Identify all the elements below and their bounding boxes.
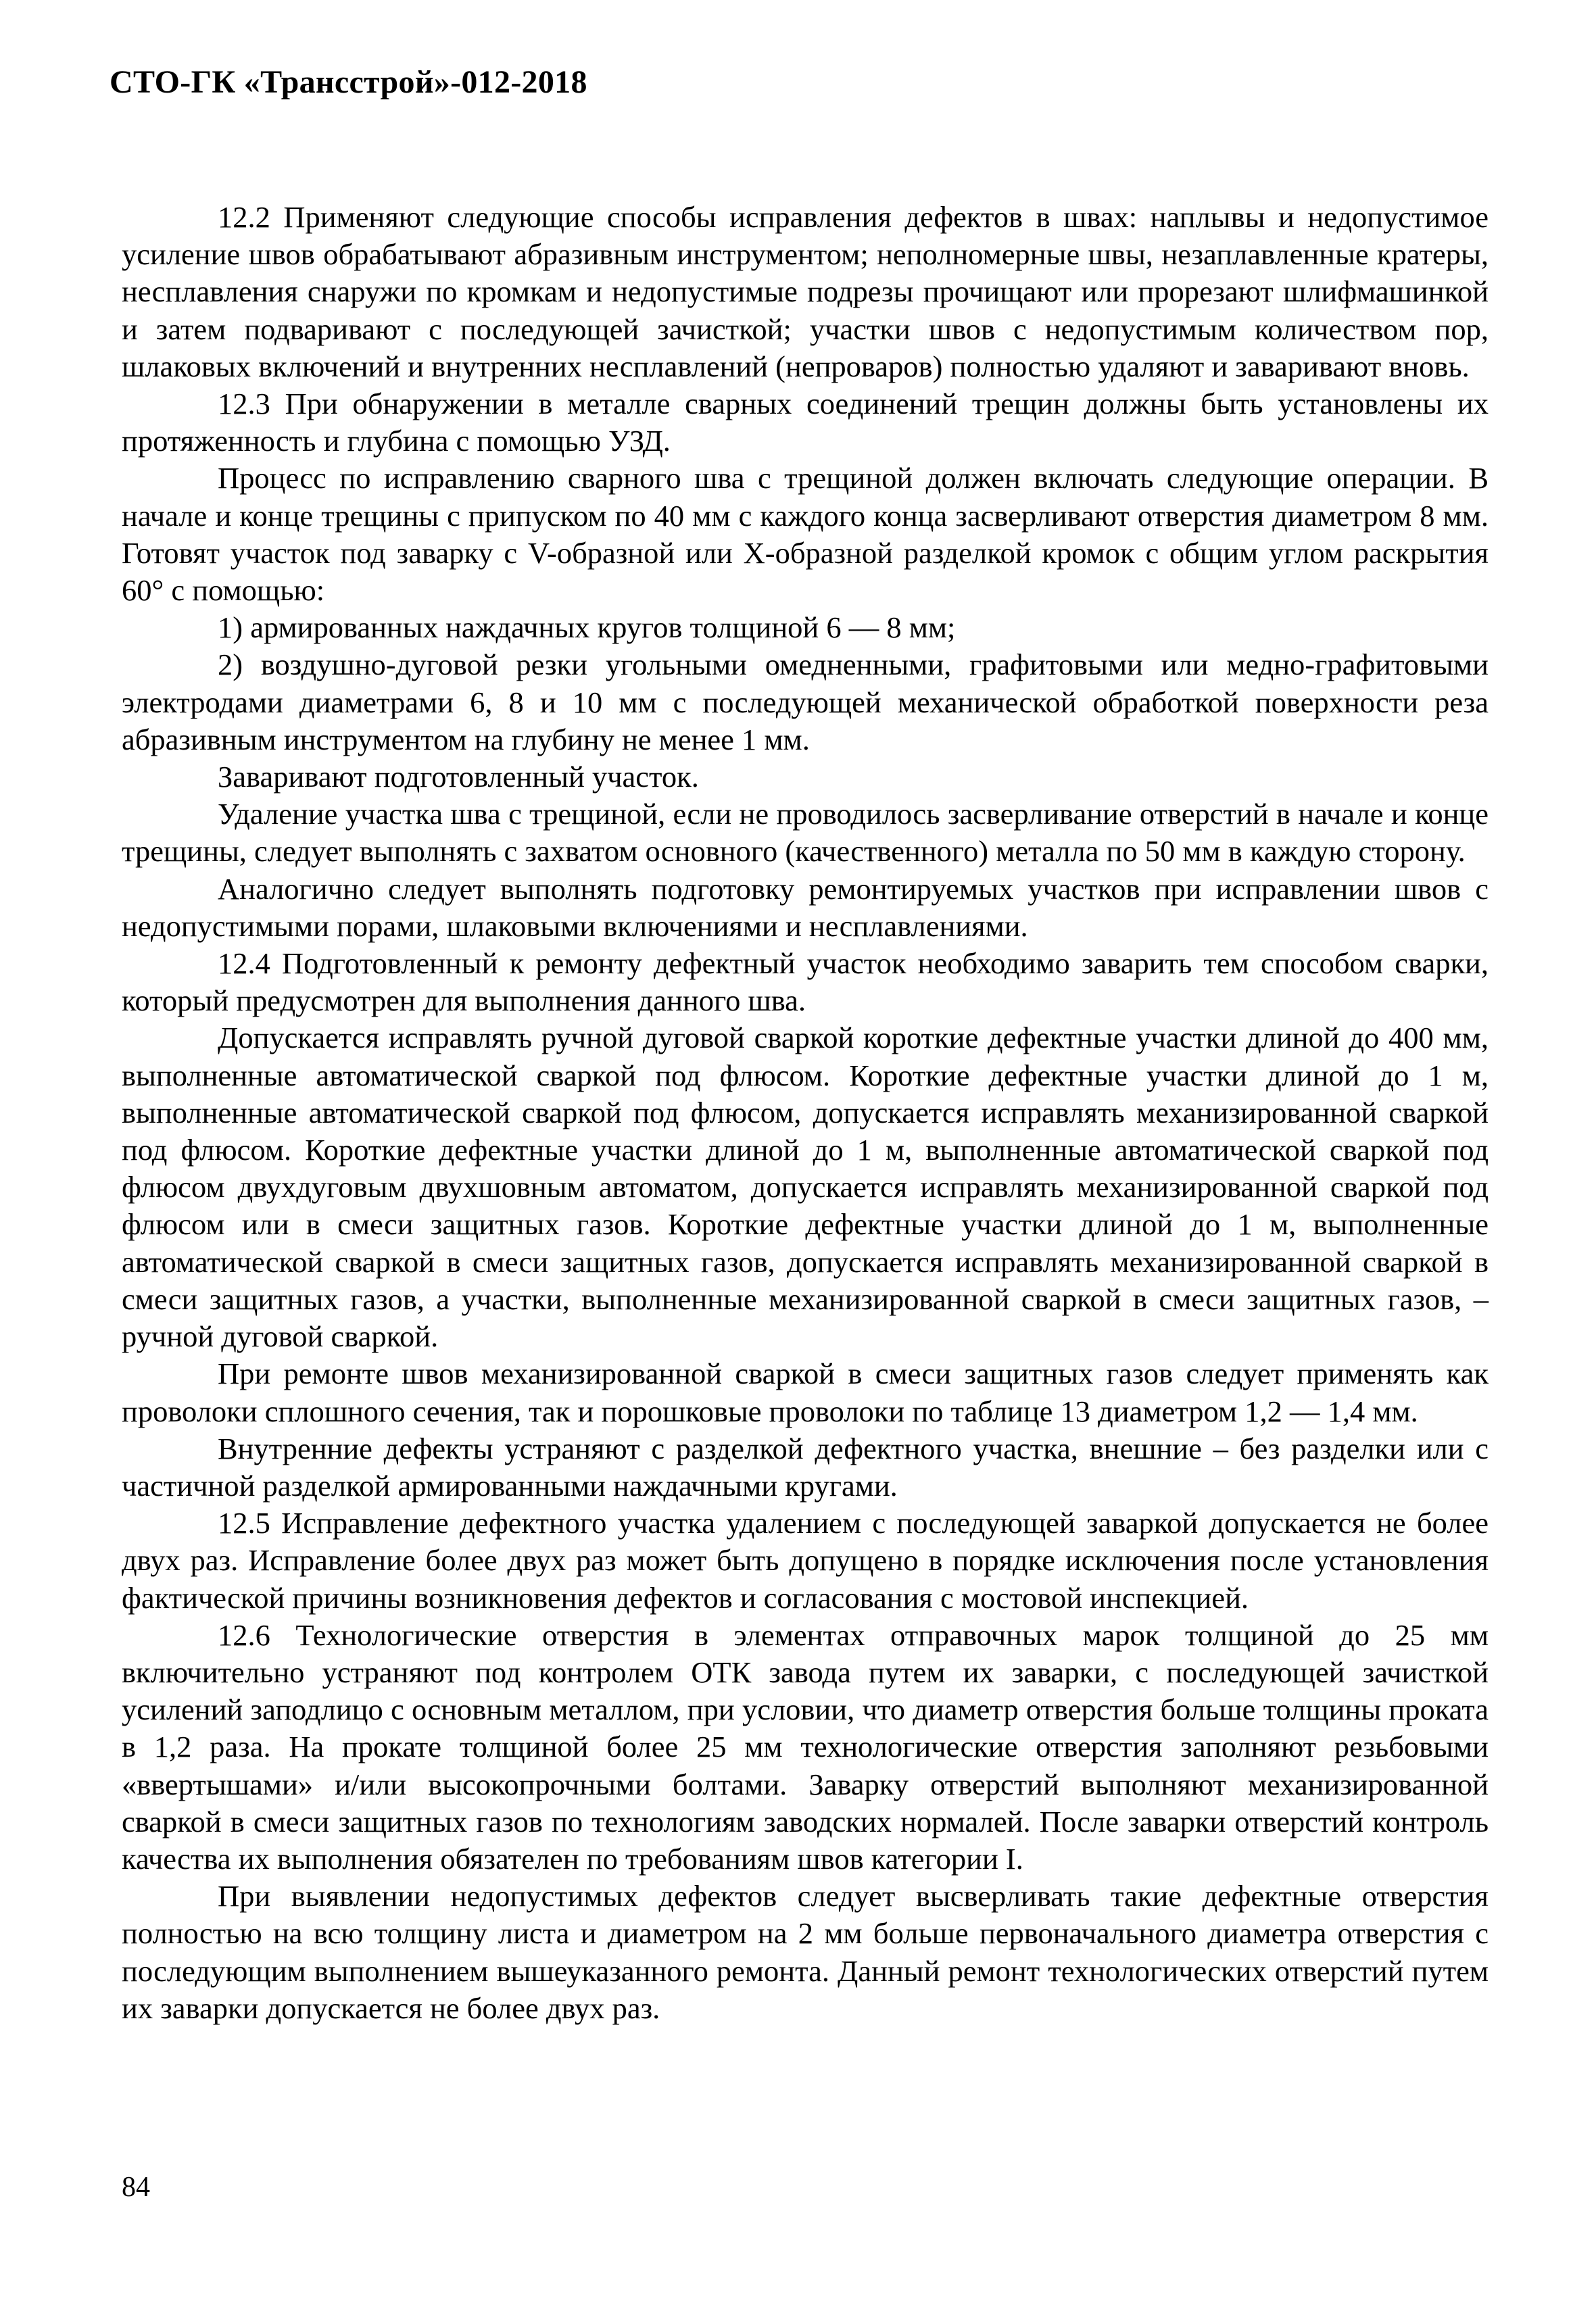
paragraph-weld-prepared-area: Заваривают подготовленный участок. [218,760,699,794]
paragraph-similar-preparation: Аналогично следует выполнять подготовку ремонтируемых участков при исправлении швов с недопустимыми порами, шлаковыми включениями и несплавлениями. [122,871,1489,943]
document-body [122,199,1489,2027]
paragraph-12-3: 12.3 При обнаружении в металле сварных соединений трещин должны быть установлены их протяженность и глубина с помощью УЗД. [122,387,1489,458]
paragraph-12-5: 12.5 Исправление дефектного участка удалением с последующей заваркой допускается не более двух раз. Исправление более двух раз может быть допущено в порядке исключения после установления фактической причины возникновения дефектов и согласования с мостовой инспекцией. [122,1506,1489,1615]
paragraph-12-6: 12.6 Технологические отверстия в элементах отправочных марок толщиной до 25 мм включительно устраняют под контролем ОТК завода путем их заварки, с последующей зачисткой усилений заподлицо с основным металлом, при условии, что диаметр отверстия больше толщины проката в 1,2 раза. На прокате толщиной более 25 мм технологические отверстия заполняют резьбовыми «ввертышами» и/или высокопрочными болтами. Заварку отверстий выполняют механизированной сваркой в смеси защитных газов по технологиям заводских нормалей. После заварки отверстий контроль качества их выполнения обязателен по требованиям швов категории I. [122,1617,1489,1876]
paragraph-12-4: 12.4 Подготовленный к ремонту дефектный участок необходимо заварить тем способом сварки, который предусмотрен для выполнения данного шва. [122,946,1489,1018]
list-item-1: 1) армированных наждачных кругов толщиной 6 — 8 мм; [218,610,956,645]
paragraph-crack-repair-process: Процесс по исправлению сварного шва с трещиной должен включать следующие операции. В начале и конце трещины с припуском по 40 мм с каждого конца засверливают отверстия диаметром 8 мм. Готовят участок под заварку с V-образной или Х-образной разделкой кромок с общим углом раскрытия 60° с помощью: [122,461,1489,608]
paragraph-12-2: 12.2 Применяют следующие способы исправления дефектов в швах: наплывы и недопустимое усиление швов обрабатывают абразивным инструментом; неполномерные швы, незаплавленные кратеры, несплавления снаружи по кромкам и недопустимые подрезы прочищают или прорезают шлифмашинкой и затем подваривают с последующей зачисткой; участки швов с недопустимым количеством пор, шлаковых включений и внутренних несплавлений (непроваров) полностью удаляют и заваривают вновь. [122,200,1489,383]
list-item-2: 2) воздушно-дуговой резки угольными омедненными, графитовыми или медно-графитовыми электродами диаметрами 6, 8 и 10 мм с последующей механической обработкой поверхности реза абразивным инструментом на глубину не менее 1 мм. [122,648,1489,756]
paragraph-crack-removal: Удаление участка шва с трещиной, если не проводилось засверливание отверстий в начале и конце трещины, следует выполнять с захватом основного (качественного) металла по 50 мм в каждую сторону. [122,797,1489,869]
paragraph-wire-requirements: При ремонте швов механизированной сваркой в смеси защитных газов следует применять как проволоки сплошного сечения, так и порошковые проволоки по таблице 13 диаметром 1,2 — 1,4 мм. [122,1357,1489,1428]
paragraph-internal-defects: Внутренние дефекты устраняют с разделкой дефектного участка, внешние – без разделки или с частичной разделкой армированными наждачными кругами. [122,1431,1489,1503]
page-number: 84 [122,2172,150,2203]
paragraph-hole-redrilling: При выявлении недопустимых дефектов следует высверливать такие дефектные отверстия полностью на всю толщину листа и диаметром на 2 мм больше первоначального диаметра отверстия с последующим выполнением вышеуказанного ремонта. Данный ремонт технологических отверстий путем их заварки допускается не более двух раз. [122,1879,1489,2025]
paragraph-repair-methods: Допускается исправлять ручной дуговой сваркой короткие дефектные участки длиной до 400 мм, выполненные автоматической сваркой под флюсом. Короткие дефектные участки длиной до 1 м, выполненные автоматической сваркой под флюсом, допускается исправлять механизированной сваркой под флюсом. Короткие дефектные участки длиной до 1 м, выполненные автоматической сваркой под флюсом двухдуговым двухшовным автоматом, допускается исправлять механизированной сваркой под флюсом или в смеси защитных газов. Короткие дефектные участки длиной до 1 м, выполненные автоматической сваркой в смеси защитных газов, допускается исправлять механизированной сваркой в смеси защитных газов, а участки, выполненные механизированной сваркой в смеси защитных газов, – ручной дуговой сваркой. [122,1021,1489,1354]
document-header-code: СТО-ГК «Трансстрой»-012-2018 [110,64,587,100]
